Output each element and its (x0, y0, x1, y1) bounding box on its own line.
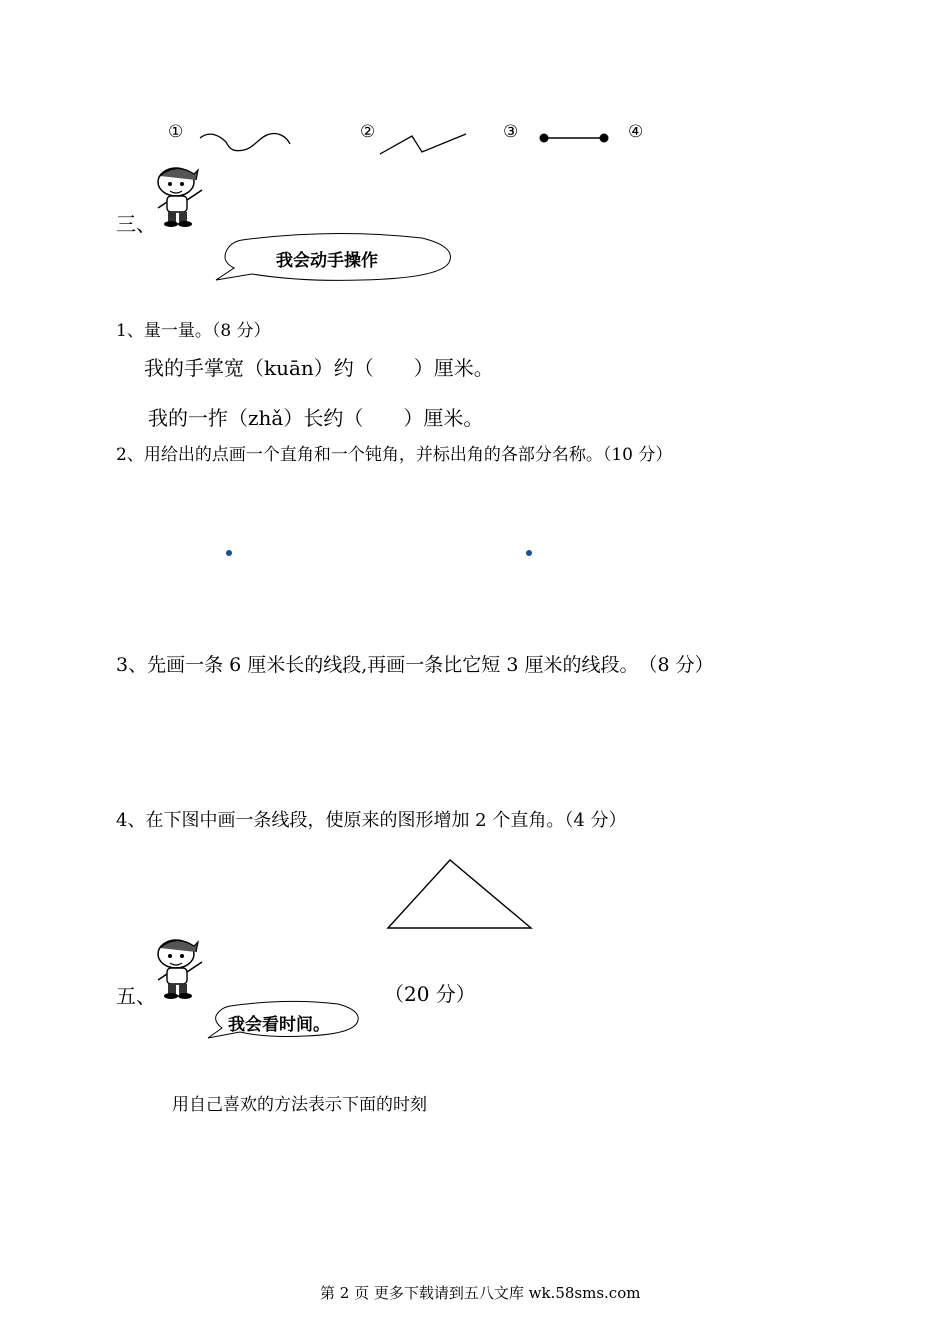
q3-title: 3、先画一条 6 厘米长的线段,再画一条比它短 3 厘米的线段。 （8 分） (116, 654, 714, 676)
cartoon-mascot-icon (152, 164, 208, 228)
page-footer: 第 2 页 更多下载请到五八文库 wk.58sms.com (320, 1284, 641, 1302)
triangle-figure (384, 856, 536, 932)
q2-dot-left (224, 548, 234, 558)
curved-line-figure (198, 126, 294, 158)
segment-endpoint-left (540, 134, 549, 143)
q1-line-2: 我的一拃（zhǎ）长约（ ）厘米。 (148, 406, 484, 430)
section-5-number: 五、 (116, 984, 156, 1008)
section-5-instruction: 用自己喜欢的方法表示下面的时刻 (172, 1095, 427, 1115)
section-5-score: （20 分） (384, 982, 476, 1006)
q1-title: 1、量一量。（8 分） (116, 321, 271, 341)
section-5-bubble-label: 我会看时间。 (228, 1015, 330, 1035)
line-label-3: ③ (503, 122, 519, 142)
segment-endpoint-right (600, 134, 609, 143)
q2-dot-right (524, 548, 534, 558)
q2-title: 2、用给出的点画一个直角和一个钝角，并标出角的各部分名称。（10 分） (116, 445, 673, 465)
section-3-bubble-label: 我会动手操作 (276, 251, 378, 271)
line-label-4: ④ (628, 122, 644, 142)
line-label-1: ① (168, 122, 184, 142)
zigzag-line-figure (378, 130, 470, 156)
line-label-2: ② (360, 122, 376, 142)
line-segment-figure (538, 130, 612, 146)
q4-title: 4、在下图中画一条线段，使原来的图形增加 2 个直角。（4 分） (116, 810, 627, 831)
section-3-number: 三、 (116, 212, 156, 236)
q1-line-1: 我的手掌宽（kuān）约（ ）厘米。 (144, 356, 494, 380)
cartoon-mascot-icon (152, 936, 208, 1000)
